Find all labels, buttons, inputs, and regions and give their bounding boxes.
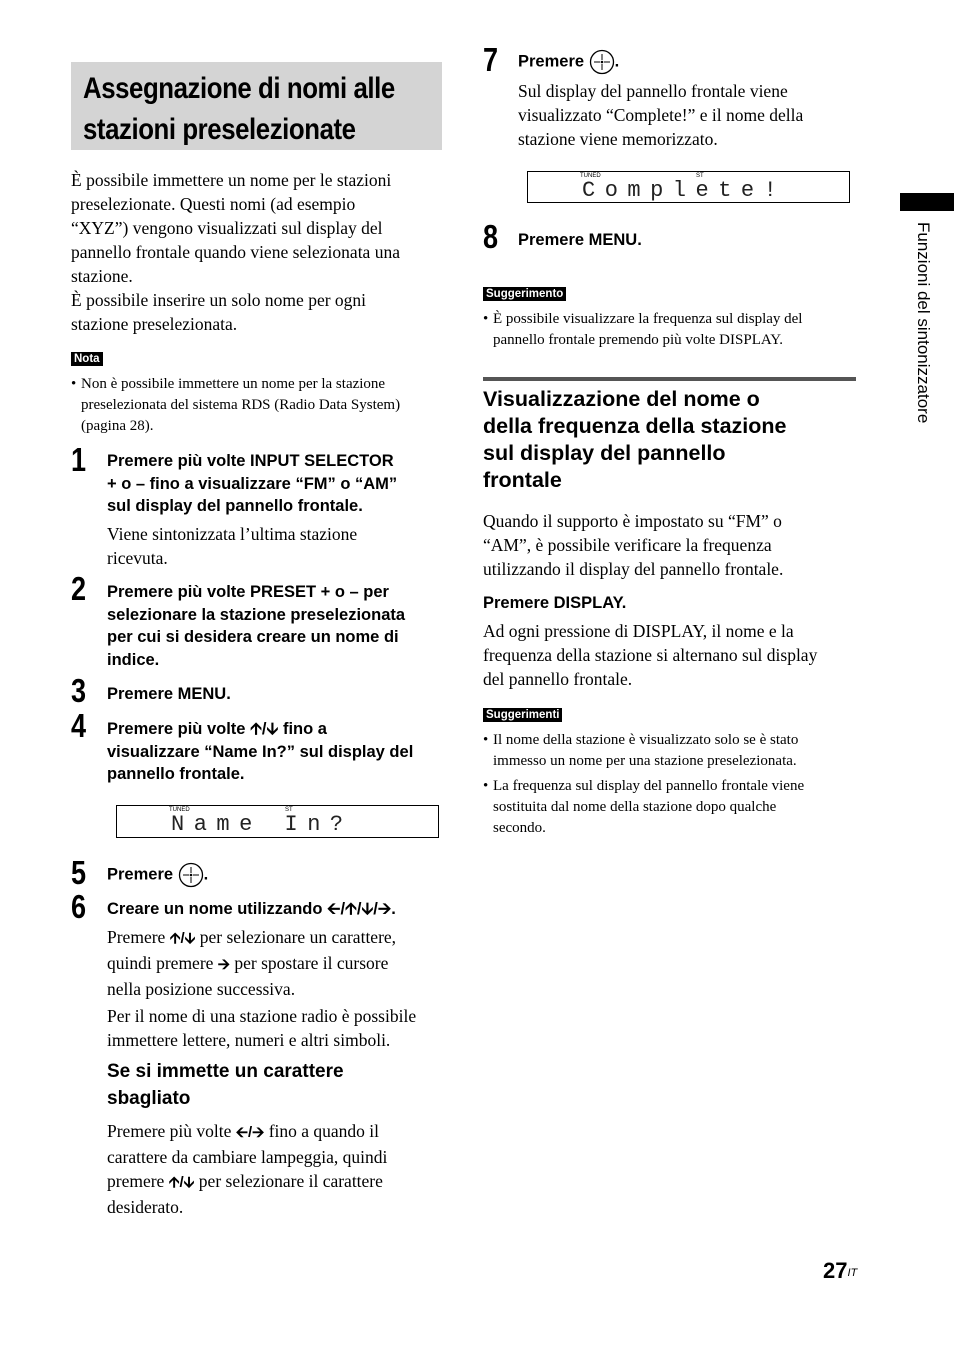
- step-heading-text: Premere: [107, 865, 174, 884]
- step-6-heading: [107, 898, 396, 921]
- tip-line: pannello frontale premendo più volte DISPLAY.: [493, 332, 783, 348]
- intro-line: preselezionate. Questi nomi (ad esempio: [71, 194, 356, 214]
- heading-line: sul display del pannello: [483, 441, 726, 465]
- text: per selezionare il carattere: [198, 1171, 383, 1191]
- step-heading-line: sul display del pannello frontale.: [107, 497, 363, 515]
- text: Premere: [107, 927, 166, 947]
- body-line: frequenza della stazione si alternano sul display: [483, 645, 818, 665]
- step-number: 3: [71, 672, 87, 709]
- step-body-line: immettere lettere, numeri e altri simboli.: [107, 1030, 391, 1050]
- section-2-action: Premere DISPLAY.: [483, 594, 627, 612]
- body-line: “AM”, è possibile verificare la frequenza: [483, 535, 772, 555]
- step-body-line: ricevuta.: [107, 548, 168, 568]
- page-number: [823, 1258, 857, 1284]
- step-heading-line: per cui si desidera creare un nome di: [107, 628, 399, 646]
- step-body-line: stazione viene memorizzato.: [518, 129, 718, 149]
- tip-line: La frequenza sul display del pannello frontale viene: [493, 778, 805, 794]
- intro-line: pannello frontale quando viene selezionata una: [71, 242, 400, 262]
- intro-line: stazione.: [71, 266, 133, 286]
- enter-button-icon: [178, 862, 204, 888]
- section-2-body: [483, 619, 863, 691]
- section-2-title: [483, 386, 858, 494]
- step-heading-line: indice.: [107, 650, 160, 669]
- heading-line: sbagliato: [107, 1088, 191, 1109]
- step-heading-text: .: [203, 865, 209, 884]
- note-bullet: [71, 374, 451, 437]
- body-line: [107, 1169, 452, 1195]
- up-down-arrow-icon: 🡩/🡫: [169, 930, 196, 947]
- tips-bullet: [483, 730, 858, 772]
- step-body-line: [107, 925, 452, 951]
- bullet-dot: •: [483, 732, 489, 748]
- side-tab-marker: [900, 193, 954, 211]
- text: premere: [107, 1171, 165, 1191]
- wrong-character-body: [107, 1119, 452, 1219]
- step-4-heading: [107, 718, 452, 786]
- display-text: Complete!: [582, 178, 787, 203]
- enter-button-icon: [589, 49, 615, 75]
- front-panel-display-complete: [527, 171, 850, 203]
- step-1-heading: [107, 450, 447, 518]
- text: per selezionare un carattere,: [199, 927, 397, 947]
- tuned-indicator: TUNED: [169, 807, 190, 813]
- heading-line: frontale: [483, 468, 562, 492]
- step-heading-text: Premere più volte: [107, 720, 246, 738]
- note-line: preselezionata del sistema RDS (Radio Data System): [81, 397, 401, 413]
- bullet-dot: •: [483, 778, 489, 794]
- body-line: [107, 1119, 452, 1145]
- intro-line: stazione preselezionata.: [71, 314, 238, 334]
- heading-line: Se si immette un carattere: [107, 1061, 344, 1082]
- wrong-character-heading: [107, 1058, 447, 1112]
- intro-line: “XYZ”) vengono visualizzati sul display del: [71, 218, 383, 238]
- step-heading-line: [107, 718, 452, 741]
- body-line: Ad ogni pressione di DISPLAY, il nome e la: [483, 621, 794, 641]
- text: fino a quando il: [268, 1121, 380, 1141]
- section-2-intro: [483, 509, 858, 581]
- side-section-label: Funzioni del sintonizzatore: [914, 222, 933, 424]
- page-number-value: 27: [823, 1258, 848, 1283]
- step-5-heading: [107, 862, 208, 888]
- section-rule: [483, 377, 856, 381]
- body-line: del pannello frontale.: [483, 669, 633, 689]
- body-line: Quando il supporto è impostato su “FM” o: [483, 511, 782, 531]
- step-number: 8: [483, 218, 499, 255]
- step-heading-text: Creare un nome utilizzando: [107, 900, 323, 918]
- stereo-indicator: ST: [696, 173, 704, 179]
- note-line: (pagina 28).: [81, 418, 154, 434]
- step-number: 1: [71, 441, 87, 478]
- step-heading-text: fino a: [282, 720, 327, 738]
- heading-line: Visualizzazione del nome o: [483, 387, 760, 411]
- display-text: Name In?: [171, 812, 353, 837]
- step-heading-line: selezionare la stazione preselezionata: [107, 605, 406, 624]
- step-heading-text: .: [391, 900, 396, 918]
- section-title-box: [71, 62, 442, 150]
- intro-paragraph: [71, 168, 451, 336]
- step-7-heading: [518, 49, 619, 75]
- step-heading-line: pannello frontale.: [107, 765, 245, 783]
- bullet-dot: •: [483, 311, 489, 327]
- page-language-suffix: IT: [847, 1267, 858, 1279]
- up-down-arrow-icon: 🡩/🡫: [168, 1174, 195, 1191]
- step-heading-text: .: [614, 52, 620, 71]
- tuned-indicator: TUNED: [580, 173, 601, 179]
- step-6-body: [107, 925, 452, 1052]
- step-heading-text: Premere: [518, 52, 585, 71]
- tip-bullet: [483, 309, 858, 351]
- tip-line: sostituita dal nome della stazione dopo qualche: [493, 799, 777, 815]
- step-number: 4: [71, 707, 87, 744]
- body-line: desiderato.: [107, 1197, 184, 1217]
- step-8-heading: Premere MENU.: [518, 231, 642, 249]
- body-line: carattere da cambiare lampeggia, quindi: [107, 1147, 388, 1167]
- step-heading-line: Premere più volte PRESET + o – per: [107, 583, 389, 601]
- tip-line: secondo.: [493, 820, 546, 836]
- step-body-line: Viene sintonizzata l’ultima stazione: [107, 524, 358, 544]
- tip-line: È possibile visualizzare la frequenza sul display del: [493, 311, 803, 327]
- step-number: 7: [483, 41, 499, 78]
- bullet-dot: •: [71, 376, 77, 392]
- stereo-indicator: ST: [285, 807, 293, 813]
- step-body-line: Sul display del pannello frontale viene: [518, 81, 788, 101]
- text: per spostare il cursore: [234, 953, 389, 973]
- tips-badge: Suggerimenti: [483, 708, 562, 722]
- step-number: 6: [71, 888, 87, 925]
- left-right-arrow-icon: 🡨/🡪: [235, 1124, 265, 1141]
- step-1-body: [107, 522, 447, 570]
- step-2-heading: [107, 581, 452, 671]
- step-heading-line: visualizzare “Name In?” sul display del: [107, 742, 414, 761]
- heading-line: della frequenza della stazione: [483, 414, 787, 438]
- step-heading-line: + o – fino a visualizzare “FM” o “AM”: [107, 474, 398, 493]
- step-body-line: nella posizione successiva.: [107, 979, 296, 999]
- section-title-line2: stazioni preselezionate: [83, 113, 356, 146]
- intro-line: È possibile immettere un nome per le stazioni: [71, 170, 392, 190]
- section-title: [83, 68, 395, 150]
- arrow-keys-icon: 🡨/🡩/🡫/🡪: [327, 900, 392, 918]
- right-arrow-icon: 🡪: [217, 956, 230, 973]
- tip-line: Il nome della stazione è visualizzato solo se è stato: [493, 732, 799, 748]
- tip-badge: Suggerimento: [483, 287, 566, 301]
- step-number: 5: [71, 854, 87, 891]
- step-body-line: visualizzato “Complete!” e il nome della: [518, 105, 804, 125]
- body-line: utilizzando il display del pannello frontale.: [483, 559, 784, 579]
- step-heading-line: Premere più volte INPUT SELECTOR: [107, 452, 394, 470]
- text: Premere più volte: [107, 1121, 232, 1141]
- step-3-heading: Premere MENU.: [107, 685, 231, 703]
- front-panel-display-name-in: [116, 805, 439, 838]
- step-number: 2: [71, 570, 87, 607]
- up-down-arrow-icon: 🡩/🡫: [250, 720, 279, 738]
- note-badge: Nota: [71, 352, 103, 366]
- step-body-line: Per il nome di una stazione radio è possibile: [107, 1006, 417, 1026]
- intro-line: È possibile inserire un solo nome per ogni: [71, 290, 367, 310]
- text: quindi premere: [107, 953, 214, 973]
- note-line: Non è possibile immettere un nome per la stazione: [81, 376, 386, 392]
- tips-bullet: [483, 776, 858, 839]
- section-title-line1: Assegnazione di nomi alle: [83, 72, 395, 105]
- step-7-body: [518, 79, 858, 151]
- tip-line: immesso un nome per una stazione preselezionata.: [493, 753, 797, 769]
- step-body-line: [107, 951, 452, 977]
